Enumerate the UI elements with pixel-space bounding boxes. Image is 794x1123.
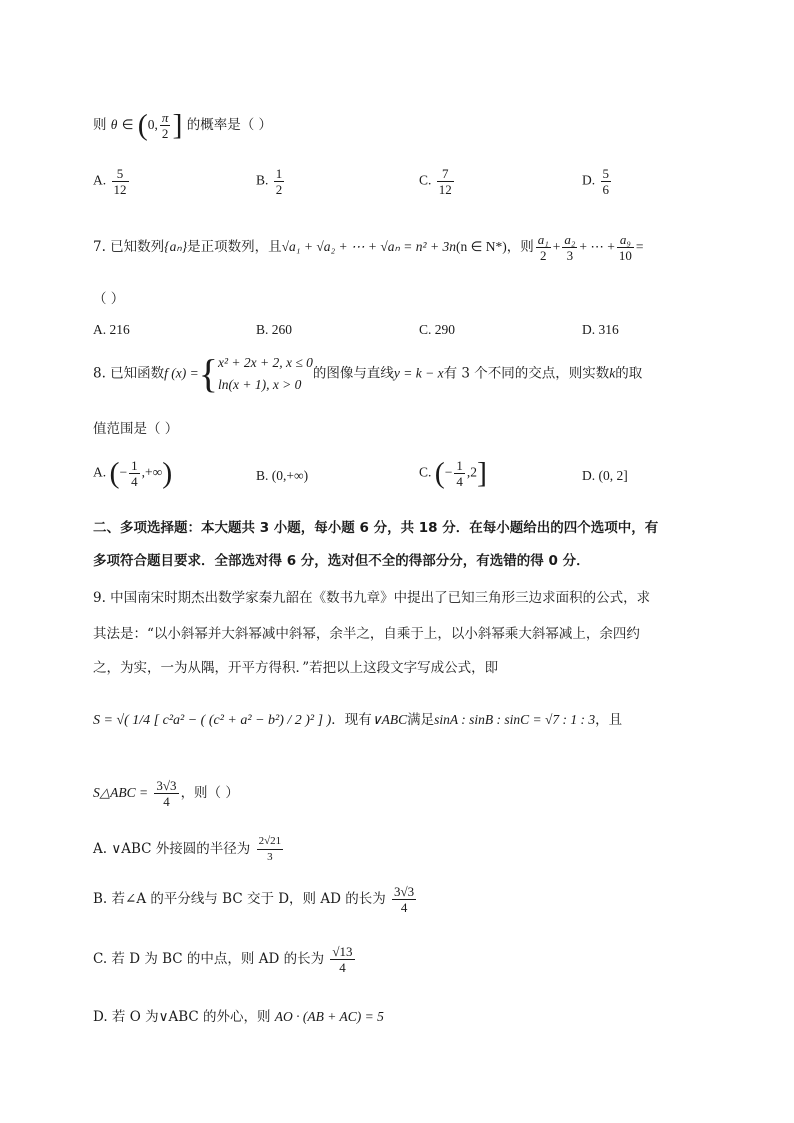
q8-c-post: ,2 [466, 464, 478, 480]
q8-c-frac [454, 458, 465, 489]
q8-a-num: 1 [131, 458, 138, 473]
q8-fx: f (x) = [164, 365, 199, 381]
q7-f3-num: a₉ [617, 232, 634, 248]
q9-cond-a: ．现有 [331, 712, 372, 728]
q6-pi-fraction [160, 110, 171, 141]
q6-option-d [582, 166, 613, 197]
q6-prefix: 则 [93, 117, 107, 133]
q9-area-frac [154, 778, 178, 809]
q8-k: k [609, 365, 616, 381]
q7-option-a: A. 216 [93, 322, 130, 337]
q8-a-den: 4 [131, 474, 138, 489]
q9-a-den: 3 [267, 851, 273, 863]
q6-close-bracket: ] [172, 108, 183, 142]
q7-f3-den: 10 [618, 248, 632, 263]
q6-theta: θ [110, 117, 118, 132]
q6-pi: π [161, 110, 169, 125]
q8-a-post: ,+∞ [141, 464, 163, 480]
q8-c-num: 1 [456, 458, 463, 473]
q9-option-c [93, 944, 357, 975]
q9-option-d-text: D. 若 O 为∨ABC 的外心，则 [93, 1009, 271, 1025]
q8-a-pre: − [119, 464, 128, 480]
q6-b-num: 1 [275, 166, 283, 181]
q7-f2-den: 3 [566, 248, 574, 263]
q9-option-b-frac [392, 884, 416, 915]
q8-a-close: ) [162, 456, 173, 490]
q8-text-b: 的图像与直线 [312, 365, 394, 382]
q9-area-line [93, 778, 239, 809]
q8-stem [93, 352, 642, 396]
q6-c-den: 12 [438, 182, 452, 197]
q8-option-c [419, 458, 487, 489]
q7-seq: {aₙ} [164, 239, 188, 254]
q6-two: 2 [161, 126, 169, 141]
q6-option-d-label: D. [582, 172, 596, 188]
q7-option-c: C. 290 [419, 322, 456, 337]
q9-line3: 之，为实，一为从隅，开平方得积．”若把以上这段文字写成公式，即 [93, 660, 499, 676]
q7-f1-num: a₁ [537, 232, 549, 247]
q7-cond: (n ∈ N*) [455, 239, 507, 254]
q8-line: y = k − x [393, 365, 444, 381]
q8-c-label: C. [419, 464, 432, 480]
q9-area-lhs: S△ABC = [93, 785, 149, 800]
q9-area-den: 4 [163, 794, 170, 809]
q9-option-a-frac [257, 834, 284, 865]
q8-c-close: ] [477, 456, 488, 490]
q8-case-1: x² + 2x + 2, x ≤ 0 [217, 355, 313, 370]
q8-option-a [93, 458, 172, 489]
q7-dots: + ⋯ + [579, 239, 615, 254]
q8-option-d: D. (0, 2] [582, 468, 628, 483]
q8-c-open: ( [434, 456, 445, 490]
q7-eq: = [635, 239, 644, 254]
q6-b-den: 2 [275, 182, 283, 197]
q8-text-c: 有 3 个不同的交点，则实数 [443, 365, 610, 382]
q7-f2-num: a₂ [564, 232, 576, 247]
q9-line1: 9. 中国南宋时期杰出数学家秦九韶在《数书九章》中提出了已知三角形三边求面积的公式，求 [93, 590, 651, 606]
q9-area-tail: ，则（ ） [180, 785, 239, 801]
q6-a-den: 12 [113, 182, 127, 197]
q7-text-a: 7. 已知数列 [93, 239, 165, 255]
q7-option-d: D. 316 [582, 322, 619, 337]
q9-option-d [93, 1005, 384, 1025]
q7-stem: 7. 已知数列{aₙ}是正项数列，且√a₁ + √a₂ + ⋯ + √aₙ = n² + 3n(n ∈ N*)，则 $\frac{\text{a₁}}{2}$ + $\frac{\text{a₂}}{3}$ + ⋯ + $\frac{\text{a₉}}{10}$ = [93, 232, 644, 263]
q9-area-num: 3√3 [156, 778, 177, 793]
section2-heading-line2: 多项符合题目要求．全部选对得 6 分，选对但不全的得部分分，有选错的得 0 分． [93, 553, 590, 569]
q6-option-d-frac [601, 166, 612, 197]
q9-ratio: sinA : sinB : sinC = √7 : 1 : 3 [434, 712, 596, 727]
q9-option-a [93, 834, 285, 865]
q9-b-num: 3√3 [394, 884, 415, 899]
q7-frac-3 [617, 232, 634, 263]
q9-triangle: ∨ABC [371, 712, 408, 727]
q8-text-a: 8. 已知函数 [93, 365, 165, 382]
q9-option-d-expr: AO · (AB + AC) = 5 [274, 1009, 384, 1024]
q6-c-num: 7 [437, 166, 454, 182]
q6-suffix: 的概率是（ ） [186, 117, 273, 133]
q7-text-c: ，则 [506, 239, 534, 255]
q6-a-num: 5 [112, 166, 129, 182]
q6-option-c-label: C. [419, 172, 432, 188]
q7-paren-text: （ ） [93, 291, 125, 307]
q6-option-a-frac [112, 166, 129, 197]
q9-option-b [93, 884, 418, 915]
q8-a-label: A. [93, 464, 107, 480]
q8-case-2: ln(x + 1), x > 0 [217, 377, 302, 392]
q7-paren [93, 287, 124, 307]
q9-line2: 其法是：“以小斜幂并大斜幂减中斜幂，余半之，自乘于上，以小斜幂乘大斜幂减上，余四约 [93, 626, 640, 642]
q9-cond-c: ，且 [595, 712, 623, 728]
q7-frac-1 [536, 232, 551, 263]
q6-d-num: 5 [602, 166, 609, 181]
q8-a-open: ( [109, 456, 120, 490]
q8-c-den: 4 [456, 474, 463, 489]
q8-text-d: 的取 [615, 365, 643, 382]
q8-a-frac [129, 458, 140, 489]
q8-c-pre: − [444, 464, 453, 480]
q6-option-b-label: B. [256, 172, 269, 188]
q6-option-c-frac [437, 166, 454, 197]
q6-option-c [419, 166, 456, 197]
q8-text-e: 值范围是（ ） [93, 421, 179, 437]
q8-cases [218, 352, 313, 396]
q6-in: ∈ [121, 117, 134, 132]
q7-sum: √a₁ + √a₂ + ⋯ + √aₙ = n² + 3n [281, 239, 456, 254]
section2-heading-line1: 二、多项选择题：本大题共 3 小题，每小题 6 分，共 18 分．在每小题给出的四个选项中，有 [93, 520, 659, 536]
q8-option-b: B. (0,+∞) [256, 468, 309, 483]
q6-open-paren: ( [137, 108, 148, 142]
q8-stem-2 [93, 417, 178, 437]
q9-option-c-frac [330, 944, 354, 975]
q9-formula-line [93, 708, 622, 729]
q6-option-b [256, 166, 286, 197]
q6-option-a-label: A. [93, 172, 107, 188]
q9-option-b-text: B. 若∠A 的平分线与 BC 交于 D，则 AD 的长为 [93, 891, 386, 907]
q9-b-den: 4 [400, 900, 408, 915]
q6-d-den: 6 [602, 182, 609, 197]
q9-option-a-text: A. ∨ABC 外接圆的半径为 [93, 841, 251, 857]
q6-option-a [93, 166, 131, 197]
q8-brace: { [198, 351, 218, 396]
q9-c-num: √13 [332, 944, 353, 959]
q9-c-den: 4 [339, 960, 346, 975]
q6-stem [93, 110, 272, 141]
q7-option-b: B. 260 [256, 322, 293, 337]
q9-option-c-text: C. 若 D 为 BC 的中点，则 AD 的长为 [93, 951, 325, 967]
q7-f1-den: 2 [539, 248, 547, 263]
q9-cond-b: 满足 [407, 712, 435, 728]
q7-text-b: 是正项数列，且 [187, 239, 282, 255]
q9-a-num: 2√21 [257, 834, 284, 850]
q6-option-b-frac [274, 166, 285, 197]
q6-interval-left: 0, [147, 117, 158, 132]
q7-frac-2 [562, 232, 577, 263]
q9-formula: S = √( 1/4 [ c²a² − ( (c² + a² − b²) / 2 )² ] ) [93, 713, 332, 728]
